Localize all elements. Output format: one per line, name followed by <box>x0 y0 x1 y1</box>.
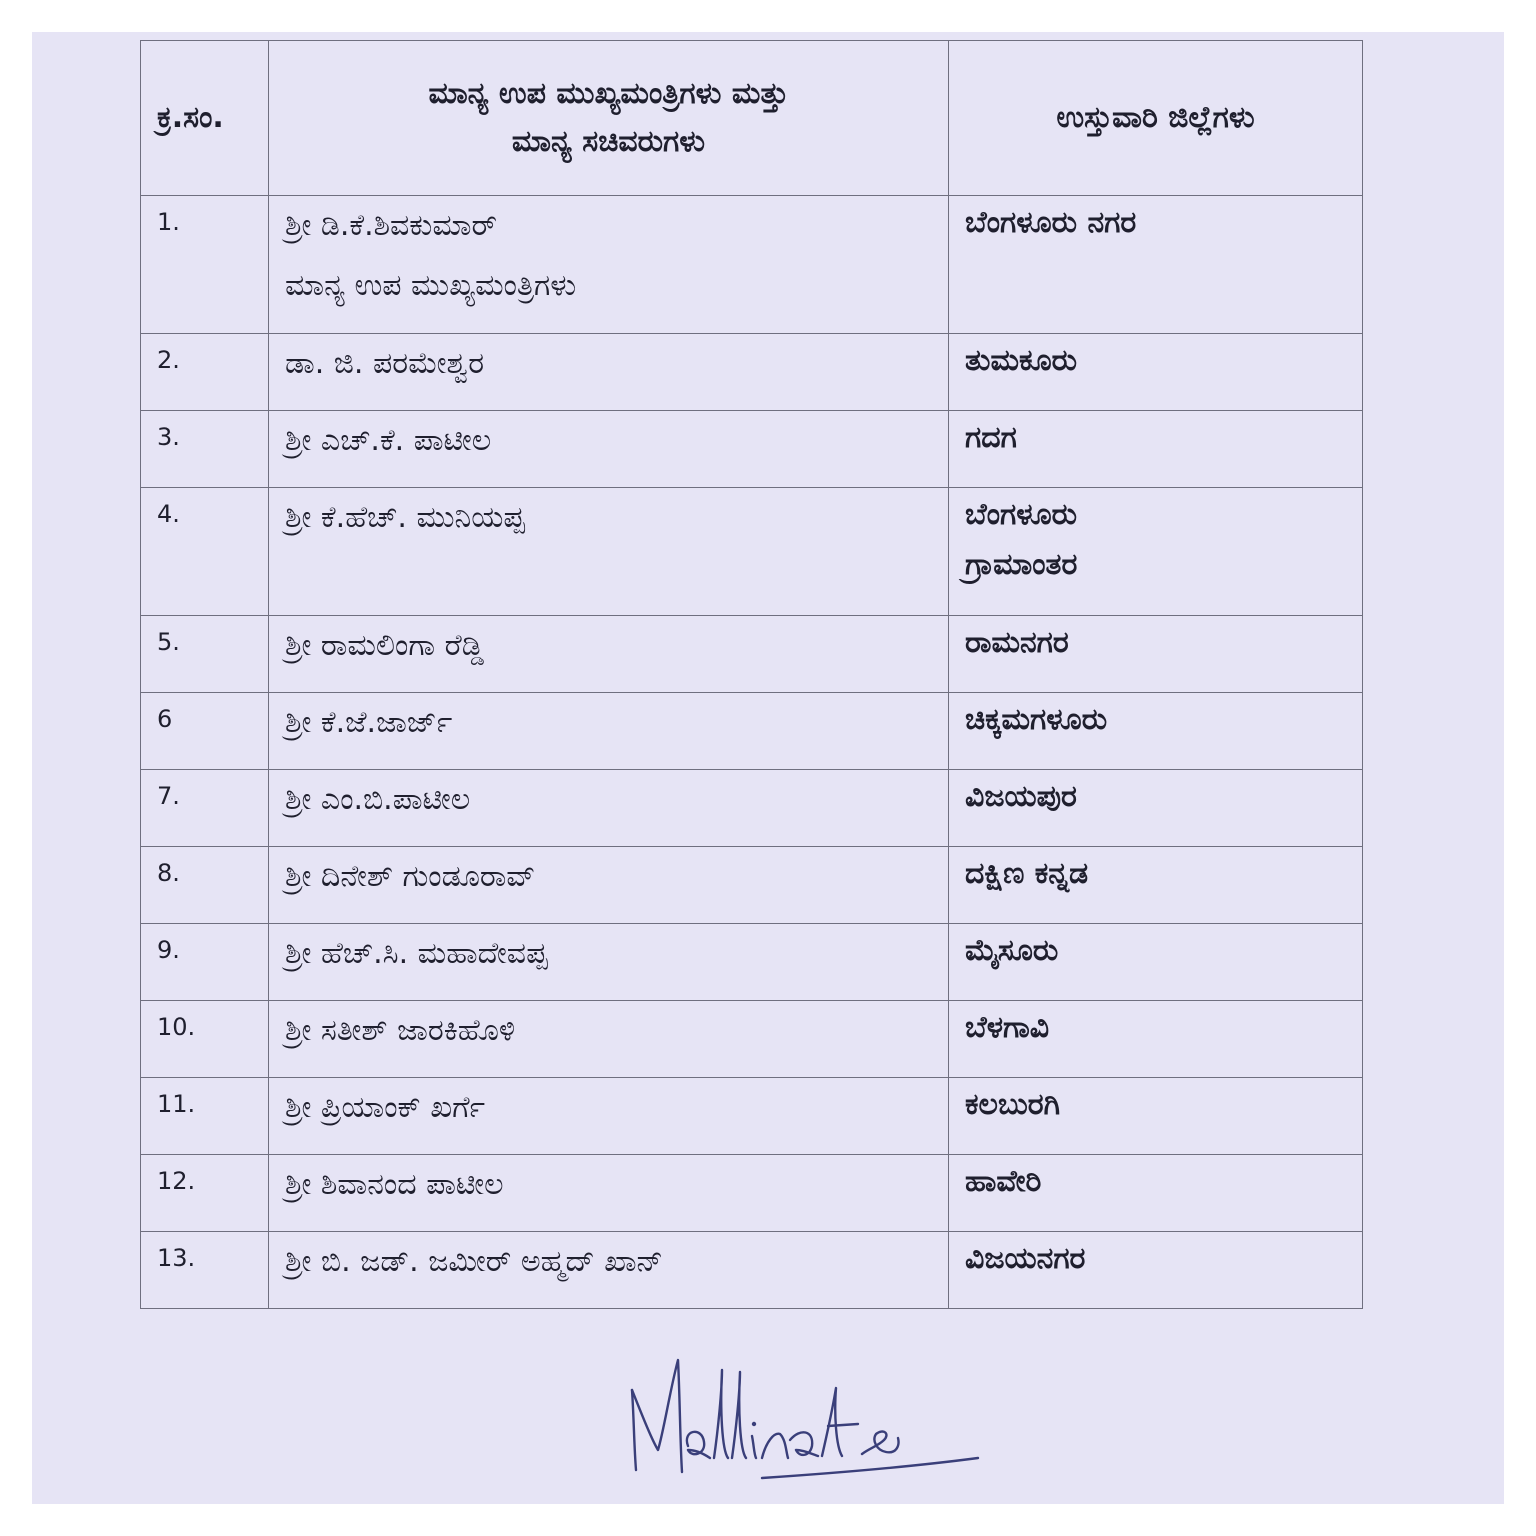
minister-name: ಶ್ರೀ ರಾಮಲಿಂಗಾ ರೆಡ್ಡಿ <box>269 616 949 693</box>
table-row <box>141 770 1363 847</box>
district-name: ಬೆಳಗಾವಿ <box>949 1001 1363 1078</box>
row-number: 2. <box>141 334 269 411</box>
district-name-line1: ಬೆಂಗಳೂರು <box>965 497 1078 532</box>
row-number: 6 <box>141 693 269 770</box>
table-header-row <box>141 41 1363 196</box>
minister-name: ಶ್ರೀ ಹೆಚ್.ಸಿ. ಮಹಾದೇವಪ್ಪ <box>269 924 949 1001</box>
table-row <box>141 1155 1363 1232</box>
minister-name: ಶ್ರೀ ಬಿ. ಜಡ್. ಜಮೀರ್ ಅಹ್ಮದ್ ಖಾನ್ <box>269 1232 949 1309</box>
minister-name: ಶ್ರೀ ಶಿವಾನಂದ ಪಾಟೀಲ <box>269 1155 949 1232</box>
handwritten-signature <box>622 1350 992 1490</box>
table-row <box>141 1232 1363 1309</box>
header-district: ಉಸ್ತುವಾರಿ ಜಿಲ್ಲೆಗಳು <box>949 41 1363 196</box>
document-page <box>32 32 1504 1504</box>
minister-name: ಶ್ರೀ ದಿನೇಶ್ ಗುಂಡೂರಾವ್ <box>269 847 949 924</box>
minister-name <box>269 196 949 334</box>
row-number: 9. <box>141 924 269 1001</box>
minister-district-table <box>140 40 1363 1309</box>
table-row <box>141 924 1363 1001</box>
district-name: ದಕ್ಷಿಣ ಕನ್ನಡ <box>949 847 1363 924</box>
district-name: ಬೆಂಗಳೂರು ನಗರ <box>949 196 1363 334</box>
row-number: 1. <box>141 196 269 334</box>
table-row <box>141 196 1363 334</box>
district-name <box>949 488 1363 616</box>
district-name: ಗದಗ <box>949 411 1363 488</box>
row-number: 12. <box>141 1155 269 1232</box>
table-row <box>141 411 1363 488</box>
header-minister-line1: ಮಾನ್ಯ ಉಪ ಮುಖ್ಯಮಂತ್ರಿಗಳು ಮತ್ತು <box>428 76 789 111</box>
minister-title-line: ಮಾನ್ಯ ಉಪ ಮುಖ್ಯಮಂತ್ರಿಗಳು <box>285 268 577 303</box>
district-name: ವಿಜಯಪುರ <box>949 770 1363 847</box>
district-name: ಕಲಬುರಗಿ <box>949 1078 1363 1155</box>
row-number: 13. <box>141 1232 269 1309</box>
district-name: ರಾಮನಗರ <box>949 616 1363 693</box>
minister-name: ಶ್ರೀ ಸತೀಶ್ ಜಾರಕಿಹೊಳಿ <box>269 1001 949 1078</box>
minister-name: ಡಾ. ಜಿ. ಪರಮೇಶ್ವರ <box>269 334 949 411</box>
minister-name: ಶ್ರೀ ಕೆ.ಜೆ.ಜಾರ್ಜ್ <box>269 693 949 770</box>
district-name: ಚಿಕ್ಕಮಗಳೂರು <box>949 693 1363 770</box>
minister-name: ಶ್ರೀ ಕೆ.ಹೆಚ್. ಮುನಿಯಪ್ಪ <box>269 488 949 616</box>
district-name: ಮೈಸೂರು <box>949 924 1363 1001</box>
row-number: 3. <box>141 411 269 488</box>
header-serial-number: ಕ್ರ.ಸಂ. <box>141 41 269 196</box>
header-minister-name <box>269 41 949 196</box>
table-row <box>141 847 1363 924</box>
table-row <box>141 488 1363 616</box>
row-number: 8. <box>141 847 269 924</box>
row-number: 10. <box>141 1001 269 1078</box>
row-number: 4. <box>141 488 269 616</box>
district-name-line2: ಗ್ರಾಮಾಂತರ <box>965 547 1078 582</box>
table-row <box>141 616 1363 693</box>
minister-name: ಶ್ರೀ ಎಂ.ಬಿ.ಪಾಟೀಲ <box>269 770 949 847</box>
header-minister-line2: ಮಾನ್ಯ ಸಚಿವರುಗಳು <box>511 124 706 159</box>
table-row <box>141 1001 1363 1078</box>
minister-name: ಶ್ರೀ ಪ್ರಿಯಾಂಕ್ ಖರ್ಗೆ <box>269 1078 949 1155</box>
minister-name: ಶ್ರೀ ಎಚ್.ಕೆ. ಪಾಟೀಲ <box>269 411 949 488</box>
minister-name-line: ಶ್ರೀ ಡಿ.ಕೆ.ಶಿವಕುಮಾರ್ <box>285 208 498 243</box>
table-row <box>141 693 1363 770</box>
district-name: ವಿಜಯನಗರ <box>949 1232 1363 1309</box>
table-row <box>141 1078 1363 1155</box>
row-number: 5. <box>141 616 269 693</box>
row-number: 7. <box>141 770 269 847</box>
row-number: 11. <box>141 1078 269 1155</box>
district-name: ತುಮಕೂರು <box>949 334 1363 411</box>
table-row <box>141 334 1363 411</box>
district-name: ಹಾವೇರಿ <box>949 1155 1363 1232</box>
